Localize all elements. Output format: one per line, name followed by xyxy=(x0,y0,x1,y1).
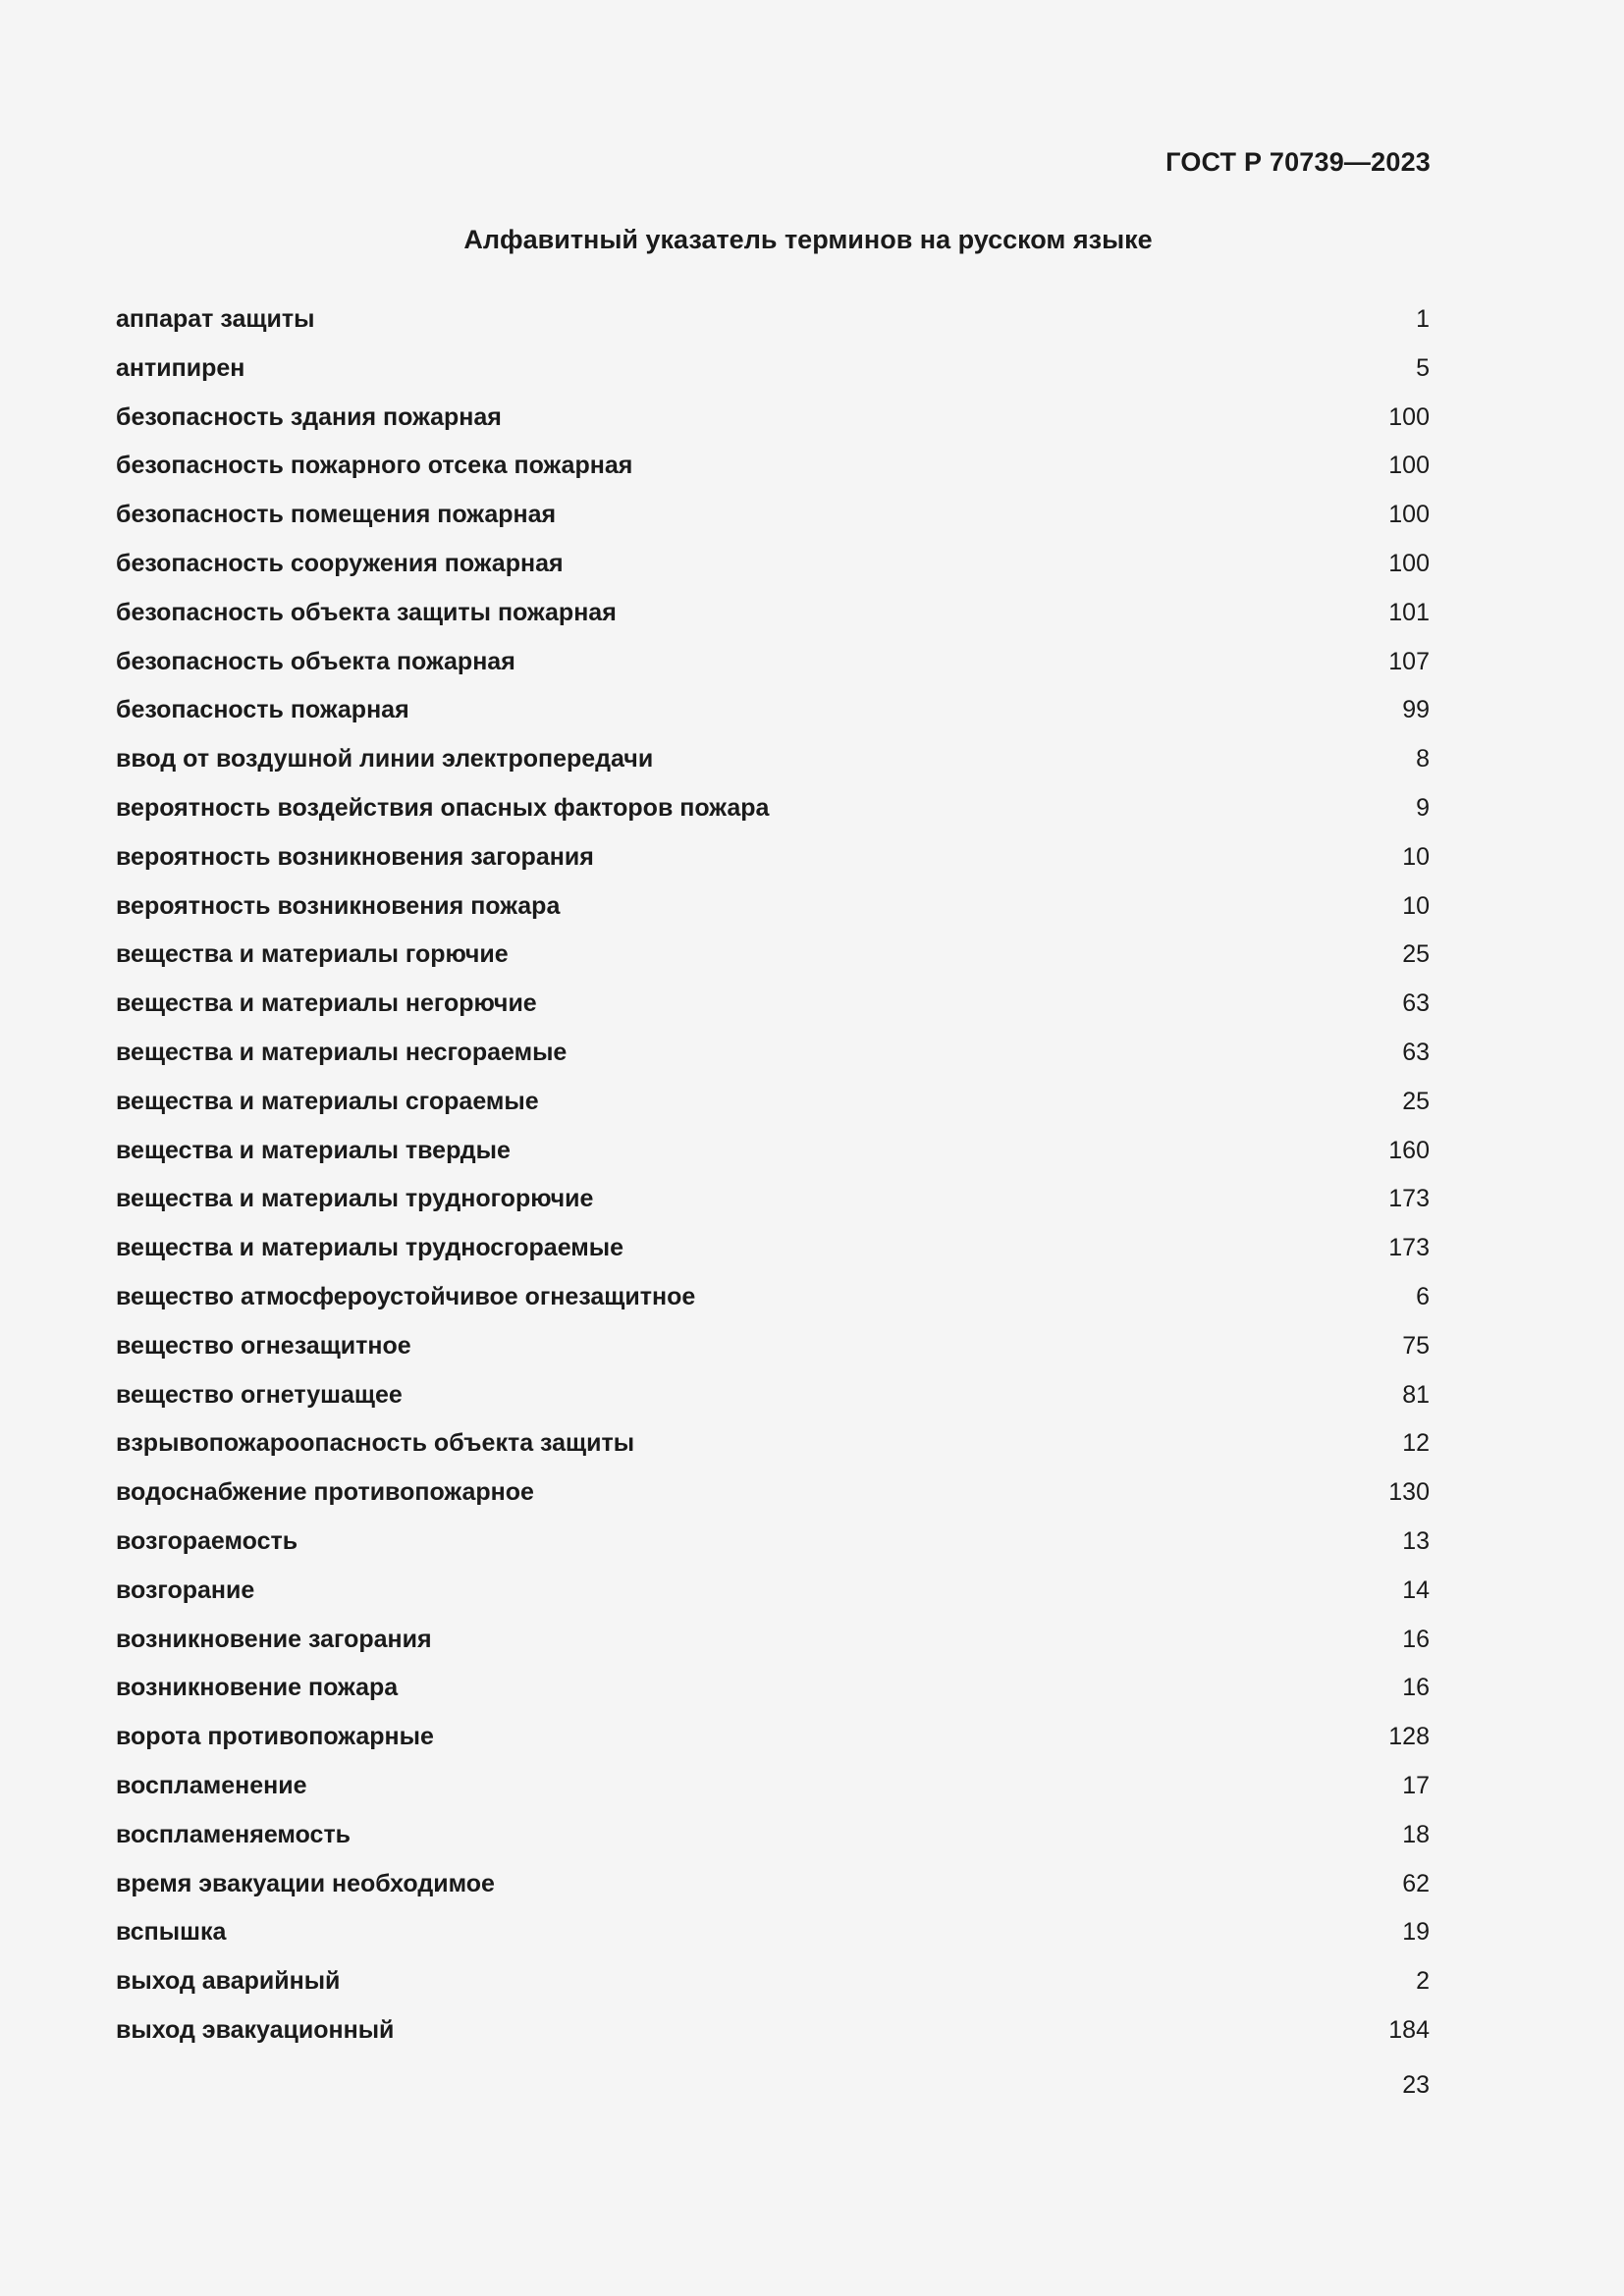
term-row xyxy=(116,1864,1430,1913)
term-reference-number: 100 xyxy=(1388,452,1430,480)
term-row xyxy=(116,544,1430,593)
term-reference-number: 160 xyxy=(1388,1136,1430,1164)
term-name: вещества и материалы горючие xyxy=(116,940,509,969)
term-name: вещество огнетушащее xyxy=(116,1380,403,1409)
term-reference-number: 62 xyxy=(1402,1869,1430,1897)
term-name: безопасность пожарного отсека пожарная xyxy=(116,452,633,480)
page-title xyxy=(0,225,1624,255)
term-reference-number: 5 xyxy=(1416,353,1430,382)
term-name: антипирен xyxy=(116,353,245,382)
term-row xyxy=(116,642,1430,691)
term-reference-number: 9 xyxy=(1416,793,1430,822)
term-name: безопасность здания пожарная xyxy=(116,402,502,431)
term-row xyxy=(116,1815,1430,1864)
term-name: безопасность объекта пожарная xyxy=(116,647,515,675)
term-name: ворота противопожарные xyxy=(116,1723,434,1751)
term-reference-number: 12 xyxy=(1402,1429,1430,1458)
term-row xyxy=(116,886,1430,935)
term-row xyxy=(116,1033,1430,1082)
term-name: выход эвакуационный xyxy=(116,2015,395,2044)
term-reference-number: 63 xyxy=(1402,1038,1430,1066)
term-reference-number: 107 xyxy=(1388,647,1430,675)
term-name: взрывопожароопасность объекта защиты xyxy=(116,1429,635,1458)
term-reference-number: 10 xyxy=(1402,842,1430,871)
term-name: вещество атмосфероустойчивое огнезащитное xyxy=(116,1282,696,1310)
term-reference-number: 1 xyxy=(1416,305,1430,333)
term-reference-number: 16 xyxy=(1402,1674,1430,1702)
term-reference-number: 17 xyxy=(1402,1771,1430,1799)
term-name: воспламеняемость xyxy=(116,1820,352,1848)
document-code: ГОСТ Р 70739—2023 xyxy=(1165,147,1431,177)
term-reference-number: 100 xyxy=(1388,549,1430,577)
term-row xyxy=(116,739,1430,788)
term-reference-number: 173 xyxy=(1388,1185,1430,1213)
term-reference-number: 99 xyxy=(1402,696,1430,724)
term-row xyxy=(116,1522,1430,1571)
term-row xyxy=(116,1912,1430,1961)
term-reference-number: 128 xyxy=(1388,1723,1430,1751)
term-name: вероятность воздействия опасных факторов пожара xyxy=(116,793,770,822)
term-name: безопасность сооружения пожарная xyxy=(116,549,564,577)
term-name: аппарат защиты xyxy=(116,305,315,333)
term-row xyxy=(116,398,1430,447)
term-row xyxy=(116,1766,1430,1815)
term-name: ввод от воздушной линии электропередачи xyxy=(116,745,654,774)
term-reference-number: 81 xyxy=(1402,1380,1430,1409)
term-name: вероятность возникновения загорания xyxy=(116,842,594,871)
term-row xyxy=(116,299,1430,348)
term-row xyxy=(116,690,1430,739)
term-row xyxy=(116,788,1430,837)
term-reference-number: 63 xyxy=(1402,989,1430,1018)
term-row xyxy=(116,2010,1430,2059)
index-title-text: Алфавитный указатель терминов на русском языке xyxy=(463,225,1153,254)
term-reference-number: 184 xyxy=(1388,2015,1430,2044)
term-name: вещества и материалы твердые xyxy=(116,1136,511,1164)
term-reference-number: 130 xyxy=(1388,1478,1430,1507)
term-name: вещество огнезащитное xyxy=(116,1331,411,1360)
term-reference-number: 2 xyxy=(1416,1967,1430,1996)
term-name: вещества и материалы несгораемые xyxy=(116,1038,568,1066)
term-row xyxy=(116,1228,1430,1277)
term-row xyxy=(116,1179,1430,1228)
term-reference-number: 16 xyxy=(1402,1625,1430,1653)
term-name: вещества и материалы трудногорючие xyxy=(116,1185,594,1213)
term-row xyxy=(116,495,1430,544)
term-row xyxy=(116,1620,1430,1669)
term-reference-number: 19 xyxy=(1402,1918,1430,1947)
term-name: безопасность пожарная xyxy=(116,696,409,724)
term-name: вспышка xyxy=(116,1918,227,1947)
term-row xyxy=(116,837,1430,886)
term-row xyxy=(116,1717,1430,1766)
term-reference-number: 13 xyxy=(1402,1526,1430,1555)
term-name: время эвакуации необходимое xyxy=(116,1869,495,1897)
term-name: возгорание xyxy=(116,1575,255,1604)
term-reference-number: 100 xyxy=(1388,501,1430,529)
term-name: возникновение пожара xyxy=(116,1674,399,1702)
term-reference-number: 25 xyxy=(1402,940,1430,969)
term-row xyxy=(116,1131,1430,1180)
term-row xyxy=(116,1961,1430,2010)
term-reference-number: 173 xyxy=(1388,1234,1430,1262)
term-name: вещества и материалы сгораемые xyxy=(116,1087,539,1115)
term-row xyxy=(116,1082,1430,1131)
term-row xyxy=(116,1668,1430,1717)
term-reference-number: 18 xyxy=(1402,1820,1430,1848)
term-name: выход аварийный xyxy=(116,1967,341,1996)
term-reference-number: 100 xyxy=(1388,402,1430,431)
term-row xyxy=(116,1326,1430,1375)
term-reference-number: 6 xyxy=(1416,1282,1430,1310)
term-name: воспламенение xyxy=(116,1771,307,1799)
term-name: вероятность возникновения пожара xyxy=(116,891,561,920)
term-index-list xyxy=(116,299,1430,2059)
term-row xyxy=(116,1472,1430,1522)
term-row xyxy=(116,593,1430,642)
term-row xyxy=(116,1423,1430,1472)
term-reference-number: 75 xyxy=(1402,1331,1430,1360)
term-name: безопасность помещения пожарная xyxy=(116,501,557,529)
term-reference-number: 10 xyxy=(1402,891,1430,920)
term-row xyxy=(116,984,1430,1033)
term-name: возгораемость xyxy=(116,1526,298,1555)
page-number: 23 xyxy=(1402,2071,1430,2099)
term-row xyxy=(116,1277,1430,1326)
term-row xyxy=(116,934,1430,984)
term-name: вещества и материалы трудносгораемые xyxy=(116,1234,624,1262)
term-reference-number: 8 xyxy=(1416,745,1430,774)
term-row xyxy=(116,446,1430,495)
term-row xyxy=(116,1571,1430,1620)
term-name: вещества и материалы негорючие xyxy=(116,989,537,1018)
term-reference-number: 101 xyxy=(1388,598,1430,626)
term-name: возникновение загорания xyxy=(116,1625,432,1653)
term-reference-number: 14 xyxy=(1402,1575,1430,1604)
term-row xyxy=(116,348,1430,398)
term-reference-number: 25 xyxy=(1402,1087,1430,1115)
term-name: водоснабжение противопожарное xyxy=(116,1478,534,1507)
term-row xyxy=(116,1375,1430,1424)
term-name: безопасность объекта защиты пожарная xyxy=(116,598,617,626)
